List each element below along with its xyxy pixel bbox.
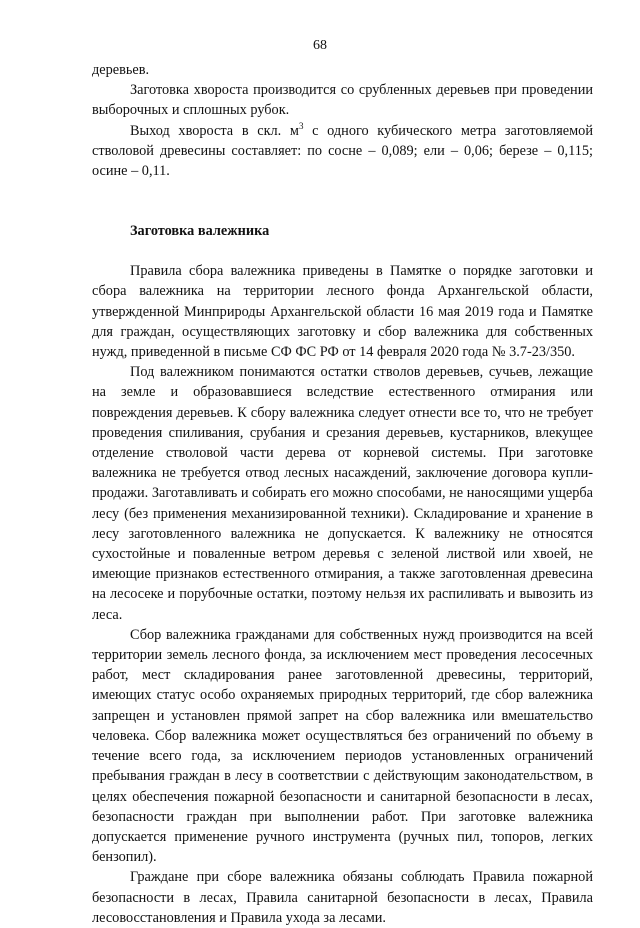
section-heading: Заготовка валежника xyxy=(130,223,270,240)
yield-text-end: с одного кубического метра заготовляемой стволовой древесины составляет: по сосне – 0,089; ели – 0,06; березе – 0,115; осине – 0,11. xyxy=(92,122,593,180)
paragraph-brushwood-yield xyxy=(92,121,593,182)
paragraph-rules-source: Правила сбора валежника приведены в Памятке о порядке заготовки и сбора валежника на территории лесного фонда Архангельской области, утвержденной Минприроды Архангельской области 16 мая 2019 года и Памятке для граждан, осуществляющих заготовку и сбор валежника для собственных нужд, приведенной в письме СФ ФС РФ от 14 февраля 2020 года № 3.7-23/350. xyxy=(92,263,593,361)
yield-text-start: Выход хвороста в скл. м xyxy=(130,122,299,139)
paragraph-brushwood-harvest: Заготовка хвороста производится со срубленных деревьев при проведении выборочных и сплошных рубок. xyxy=(92,82,593,119)
paragraph-deadwood-definition: Под валежником понимаются остатки стволов деревьев, сучьев, лежащие на земле и образовавшиеся вследствие естественного отмирания или повреждения деревьев. К сбору валежника следует отнести все то, что не требует проведения спиливания, срубания и срезания деревьев, кустарников, влекущее отделение стволовой части дерева от корневой системы. При заготовке валежника не требуется отвод лесных насаждений, заключение договора купли-продажи. Заготавливать и собирать его можно способами, не наносящими ущерба лесу (без применения механизированной техники). Складирование и хранение в лесу заготовленного валежника не допускается. К валежнику не относятся сухостойные и поваленные ветром деревья с зеленой листвой или хвоей, не имеющие признаков естественного отмирания, а также заготовленная древесина на лесосеке и порубочные остатки, поэтому нельзя их распиливать и вывозить из леса. xyxy=(92,364,593,623)
paragraph-citizen-obligations: Граждане при сборе валежника обязаны соблюдать Правила пожарной безопасности в лесах, Правила санитарной безопасности в лесах, Правила лесовосстановления и Правила ухода за лесами. xyxy=(92,869,593,926)
cubic-superscript: 3 xyxy=(298,120,304,131)
paragraph-collection-territory: Сбор валежника гражданами для собственных нужд производится на всей территории земель лесного фонда, за исключением мест проведения лесосечных работ, мест складирования ранее заготовленной древесины, территорий, имеющих статус особо охраняемых природных территорий, где сбор валежника запрещен и установлен прямой запрет на сбор валежника или вмешательство человека. Сбор валежника может осуществляться без ограничений по объему в течение всего года, за исключением периодов установленных ограничений пребывания граждан в лесу в соответствии с действующим законодательством, в целях обеспечения пожарной безопасности и санитарной безопасности в лесах, безопасности граждан при выполнении работ. При заготовке валежника допускается применение ручного инструмента (ручных пил, топоров, легких бензопил). xyxy=(92,626,593,866)
page-number: 68 xyxy=(313,38,327,53)
paragraph-continuation: деревьев. xyxy=(92,62,150,78)
document-body xyxy=(92,60,593,928)
